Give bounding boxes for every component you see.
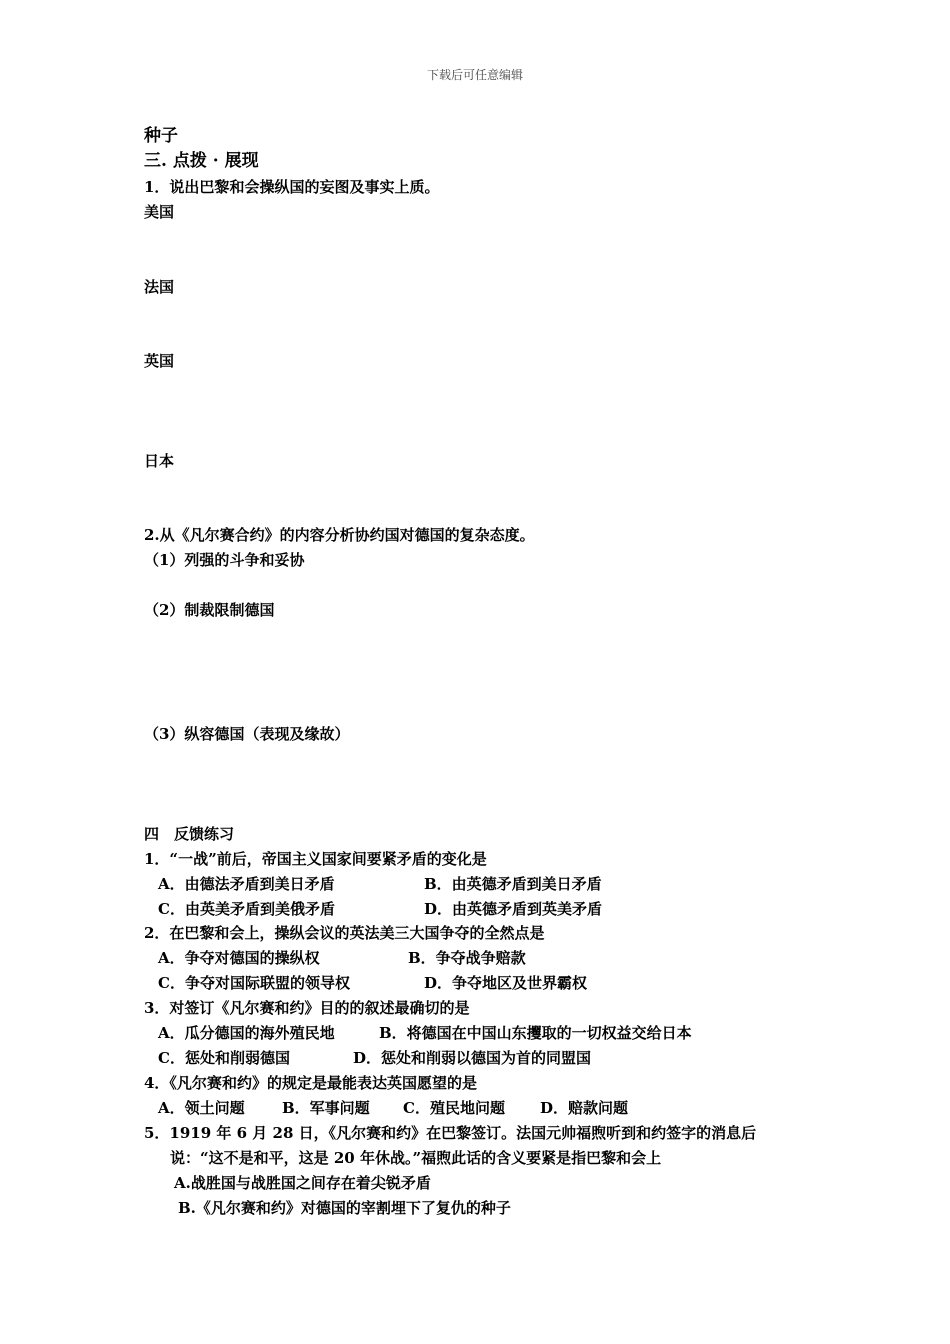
q2-prompt: 2.从《凡尔赛合约》的内容分析协约国对德国的复杂态度。 [144,526,535,544]
question-1-option-a: A．由德法矛盾到美日矛盾 [158,875,335,893]
question-2-stem: 2．在巴黎和会上，操纵会议的英法美三大国争夺的全然点是 [144,924,545,942]
q2-part-3: （3）纵容德国（表现及缘故） [144,725,350,743]
question-1-option-d: D．由英德矛盾到英美矛盾 [424,900,603,918]
question-5-stem-continued: 说：“这不是和平，这是 20 年休战。”福煦此话的含义要紧是指巴黎和会上 [170,1149,662,1167]
question-3-stem: 3．对签订《凡尔赛和约》目的的叙述最确切的是 [144,999,470,1017]
country-usa: 美国 [144,203,175,221]
question-2-option-c: C．争夺对国际联盟的领导权 [158,974,350,992]
question-4-option-c: C．殖民地问题 [403,1099,505,1117]
country-france: 法国 [144,278,175,296]
question-2-option-d: D．争夺地区及世界霸权 [424,974,588,992]
question-4-option-a: A．领土问题 [158,1099,245,1117]
question-4-stem: 4．《凡尔赛和约》的规定是最能表达英国愿望的是 [144,1074,477,1092]
question-3-option-d: D．惩处和削弱以德国为首的同盟国 [353,1049,592,1067]
section-4-title: 四 反馈练习 [144,825,235,843]
question-5-option-a: A.战胜国与战胜国之间存在着尖锐矛盾 [174,1174,431,1192]
question-5-option-b: B.《凡尔赛和约》对德国的宰割埋下了复仇的种子 [178,1199,511,1217]
question-3-option-b: B．将德国在中国山东攫取的一切权益交给日本 [379,1024,692,1042]
question-4-option-d: D．赔款问题 [540,1099,629,1117]
question-2-option-a: A．争夺对德国的操纵权 [158,949,320,967]
q2-part-2: （2）制裁限制德国 [144,601,275,619]
country-britain: 英国 [144,352,175,370]
q1-prompt: 1．说出巴黎和会操纵国的妄图及事实上质。 [144,178,440,196]
seed-text: 种子 [144,126,178,146]
question-2-option-b: B．争夺战争赔款 [408,949,526,967]
question-1-option-c: C．由英美矛盾到美俄矛盾 [158,900,335,918]
country-japan: 日本 [144,452,175,470]
question-4-option-b: B．军事问题 [282,1099,370,1117]
section-3-title: 三. 点拨 · 展现 [144,151,259,171]
question-1-stem: 1．“一战”前后，帝国主义国家间要紧矛盾的变化是 [144,850,487,868]
q2-part-1: （1）列强的斗争和妥协 [144,551,305,569]
question-1-option-b: B．由英德矛盾到美日矛盾 [424,875,602,893]
page-header: 下载后可任意编辑 [426,68,523,82]
question-3-option-a: A．瓜分德国的海外殖民地 [158,1024,335,1042]
question-5-stem: 5．1919 年 6 月 28 日，《凡尔赛和约》在巴黎签订。法国元帅福煦听到和约签字的消息后 [144,1124,757,1142]
question-3-option-c: C．惩处和削弱德国 [158,1049,290,1067]
